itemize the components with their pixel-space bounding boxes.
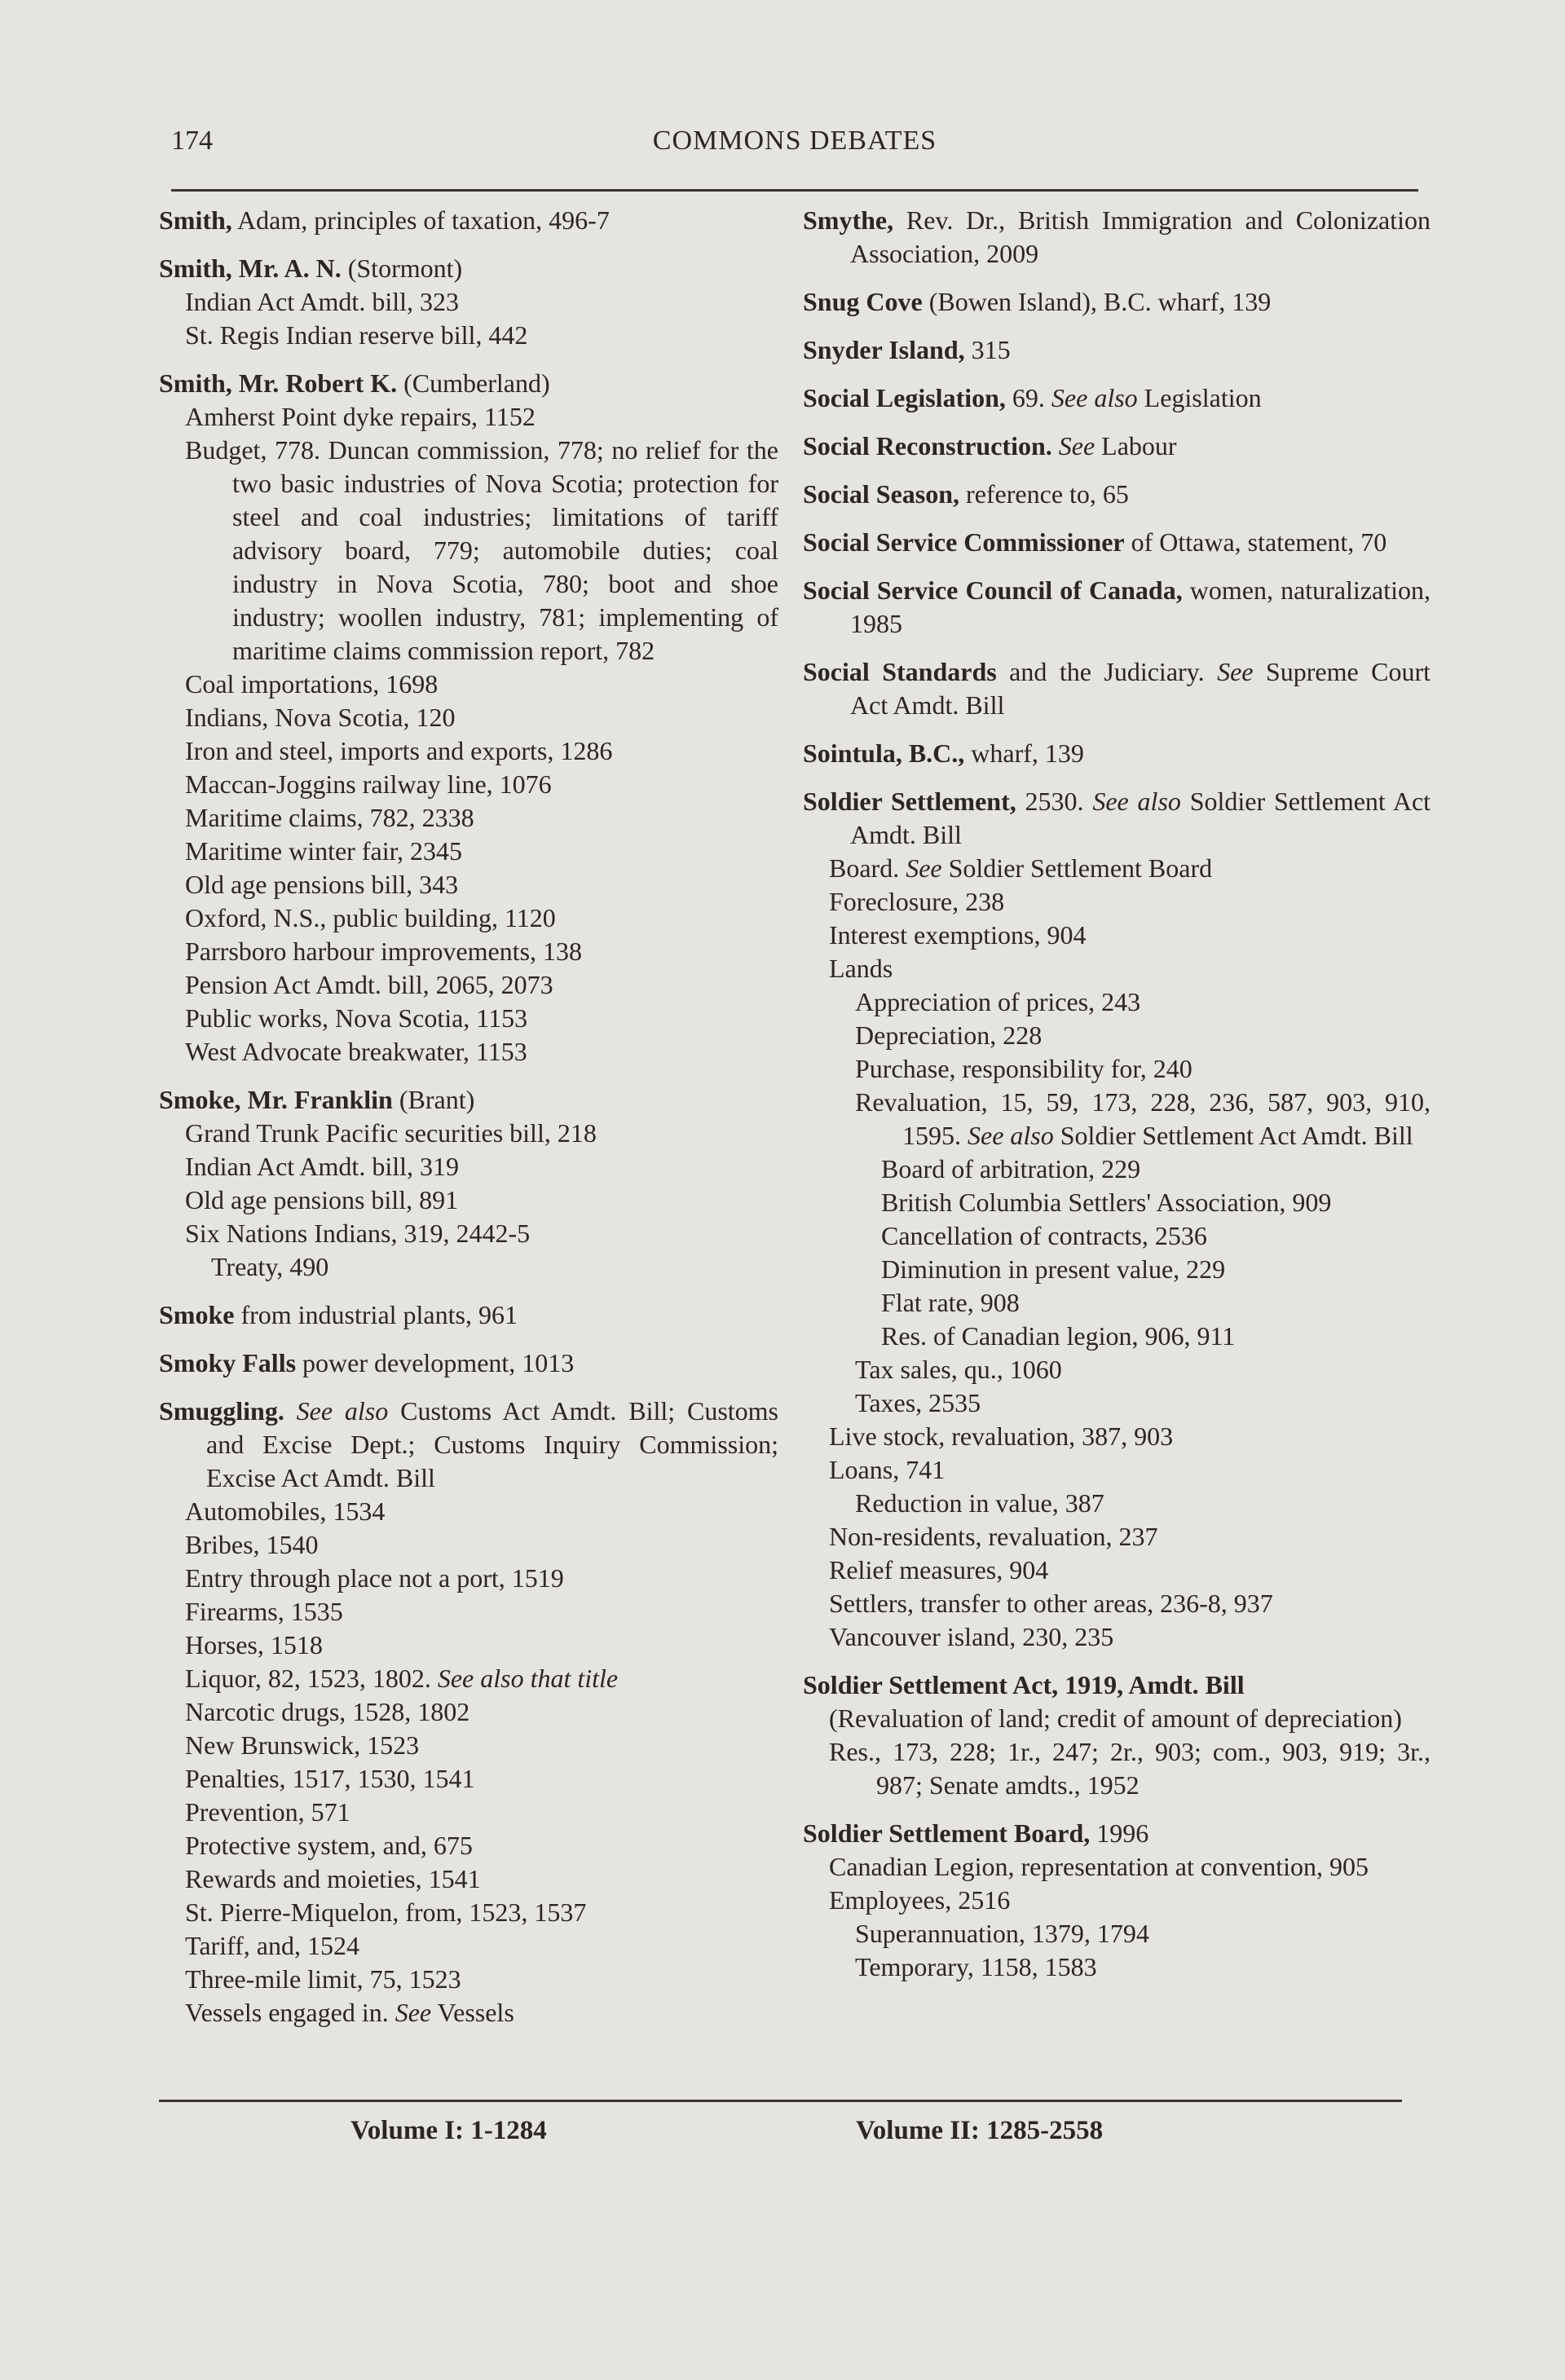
entry-subline [803, 919, 1431, 952]
right-column [803, 204, 1431, 1984]
entry-text: Three-mile limit, 75, 1523 [185, 1964, 461, 1994]
entry-heading-line [803, 478, 1431, 511]
entry-heading-line [803, 574, 1431, 641]
entry-subline [159, 1662, 778, 1695]
entry-text: Loans, 741 [829, 1455, 946, 1484]
entry-text: Non-residents, revaluation, 237 [829, 1522, 1158, 1551]
entry-subline [159, 868, 778, 901]
entry-subline [159, 1595, 778, 1629]
entry-subline [803, 1554, 1431, 1587]
entry-heading-line [159, 1346, 778, 1380]
entry-heading-line [803, 737, 1431, 770]
entry-text: Appreciation of prices, 243 [855, 987, 1141, 1016]
entry-subline [159, 968, 778, 1002]
entry-subline [803, 1086, 1431, 1153]
entry-subline [803, 1320, 1431, 1353]
entry-text: 1996 [1090, 1818, 1149, 1848]
entry-text: (Revaluation of land; credit of amount of depreciation) [829, 1703, 1402, 1733]
cross-reference-marker: See also [1051, 383, 1138, 412]
index-entry [803, 333, 1431, 367]
footer-volume-one: Volume I: 1-1284 [350, 2116, 547, 2145]
page-number: 174 [171, 126, 213, 156]
entry-subline [159, 285, 778, 319]
entry-subline [803, 1286, 1431, 1320]
entry-subline [159, 1695, 778, 1729]
index-entry [803, 478, 1431, 511]
entry-subline [803, 1219, 1431, 1253]
index-entry [159, 252, 778, 352]
index-entry [803, 285, 1431, 319]
entry-subline [159, 935, 778, 968]
headword: Snyder Island, [803, 335, 965, 364]
entry-text: Horses, 1518 [185, 1630, 323, 1659]
entry-text: Automobiles, 1534 [185, 1496, 386, 1526]
entry-subline [159, 1796, 778, 1829]
headword: Snug Cove [803, 287, 923, 316]
entry-text: Tariff, and, 1524 [185, 1931, 359, 1960]
entry-subline [803, 1917, 1431, 1950]
entry-subline [803, 1587, 1431, 1620]
entry-text: Reduction in value, 387 [855, 1488, 1104, 1518]
entry-text: St. Regis Indian reserve bill, 442 [185, 320, 528, 350]
entry-text: Firearms, 1535 [185, 1597, 343, 1626]
entry-text: power development, 1013 [296, 1348, 575, 1377]
entry-text: Grand Trunk Pacific securities bill, 218 [185, 1118, 597, 1148]
headword: Soldier Settlement, [803, 787, 1016, 816]
entry-subline [159, 1183, 778, 1217]
headword: Social Service Commissioner [803, 527, 1125, 557]
entry-text: Indians, Nova Scotia, 120 [185, 703, 456, 732]
entry-text: Adam, principles of taxation, 496-7 [231, 205, 610, 235]
entry-text: Penalties, 1517, 1530, 1541 [185, 1764, 475, 1793]
entry-subline [159, 1250, 778, 1284]
entry-heading-line [159, 204, 778, 237]
entry-text: Bribes, 1540 [185, 1530, 319, 1559]
headword: Social Standards [803, 657, 997, 686]
index-entry [803, 526, 1431, 559]
entry-heading-line [159, 1395, 778, 1495]
entry-subline [159, 400, 778, 434]
entry-text: Employees, 2516 [829, 1885, 1011, 1915]
entry-text: New Brunswick, 1523 [185, 1730, 420, 1760]
entry-subline [803, 1153, 1431, 1186]
headword: Smith, Mr. A. N. [159, 253, 342, 283]
entry-subline [159, 434, 778, 668]
entry-text: British Columbia Settlers' Association, 909 [881, 1188, 1332, 1217]
entry-subline [803, 952, 1431, 985]
entry-subline [159, 1963, 778, 1996]
entry-text [284, 1396, 297, 1426]
entry-text: Indian Act Amdt. bill, 319 [185, 1152, 459, 1181]
entry-text: (Cumberland) [397, 368, 550, 398]
entry-subline [803, 885, 1431, 919]
entry-text: from industrial plants, 961 [234, 1300, 518, 1329]
entry-text: St. Pierre-Miquelon, from, 1523, 1537 [185, 1897, 587, 1927]
index-entry [803, 785, 1431, 1654]
entry-text: Narcotic drugs, 1528, 1802 [185, 1697, 470, 1726]
headword: Social Reconstruction. [803, 431, 1052, 461]
entry-subline [159, 1035, 778, 1069]
cross-reference-marker: See also [296, 1396, 389, 1426]
entry-subline [159, 1117, 778, 1150]
entry-subline [159, 901, 778, 935]
entry-text: Coal importations, 1698 [185, 669, 439, 699]
headword: Smith, [159, 205, 232, 235]
headword: Soldier Settlement Act, 1919, Amdt. Bill [803, 1670, 1245, 1699]
entry-text: Superannuation, 1379, 1794 [855, 1919, 1149, 1948]
entry-text: Iron and steel, imports and exports, 1286 [185, 736, 613, 765]
entry-text: 2530. [1016, 787, 1093, 816]
index-entry [159, 367, 778, 1069]
entry-text: Interest exemptions, 904 [829, 920, 1087, 950]
index-entry [159, 1083, 778, 1284]
entry-text: Maritime winter fair, 2345 [185, 836, 462, 866]
entry-subline [159, 734, 778, 768]
entry-text: Purchase, responsibility for, 240 [855, 1054, 1192, 1083]
entry-subline [803, 1453, 1431, 1487]
entry-text: and the Judiciary. [996, 657, 1218, 686]
entry-subline [159, 668, 778, 701]
entry-subline [803, 1353, 1431, 1386]
index-entry [803, 381, 1431, 415]
entry-subline [159, 1996, 778, 2030]
entry-text: Protective system, and, 675 [185, 1831, 473, 1860]
entry-text: West Advocate breakwater, 1153 [185, 1037, 527, 1066]
entry-text: Vancouver island, 230, 235 [829, 1622, 1114, 1651]
entry-text: Supreme Court Act Amdt. Bill [850, 657, 1431, 720]
entry-subline [159, 801, 778, 835]
entry-text: Settlers, transfer to other areas, 236-8, 937 [829, 1589, 1273, 1618]
entry-text: Entry through place not a port, 1519 [185, 1563, 564, 1593]
entry-subline [159, 1150, 778, 1183]
entry-subline [803, 1950, 1431, 1984]
headword: Smith, Mr. Robert K. [159, 368, 398, 398]
entry-text: Soldier Settlement Act Amdt. Bill [1053, 1121, 1413, 1150]
entry-subline [803, 1620, 1431, 1654]
entry-text: Customs Act Amdt. Bill; Customs and Excise Dept.; Customs Inquiry Commission; Excise Act Amdt. Bill [206, 1396, 779, 1492]
cross-reference-marker: See also that title [437, 1664, 619, 1693]
headword: Soldier Settlement Board, [803, 1818, 1091, 1848]
entry-text: Vessels [431, 1998, 514, 2027]
entry-text [1052, 431, 1059, 461]
entry-heading-line [803, 1668, 1431, 1702]
entry-text: Relief measures, 904 [829, 1555, 1049, 1584]
cross-reference-marker: See also [968, 1121, 1054, 1150]
entry-text: Lands [829, 954, 893, 983]
cross-reference-marker: See [395, 1998, 432, 2027]
entry-text: Res., 173, 228; 1r., 247; 2r., 903; com., 903, 919; 3r., 987; Senate amdts., 1952 [829, 1737, 1431, 1800]
entry-subline [159, 1762, 778, 1796]
running-title: COMMONS DEBATES [652, 126, 937, 156]
entry-subline [803, 1186, 1431, 1219]
entry-text: (Bowen Island), B.C. wharf, 139 [922, 287, 1272, 316]
entry-text: Diminution in present value, 229 [881, 1254, 1226, 1284]
entry-heading-line [803, 333, 1431, 367]
entry-subline [803, 1735, 1431, 1802]
index-entry [159, 204, 778, 237]
entry-heading-line [803, 381, 1431, 415]
entry-subline [159, 1729, 778, 1762]
entry-text: Amherst Point dyke repairs, 1152 [185, 402, 536, 431]
headword: Social Service Council of Canada, [803, 575, 1183, 605]
index-entry [803, 204, 1431, 271]
entry-text: (Brant) [392, 1085, 475, 1114]
header-rule [171, 189, 1418, 192]
headword: Smoke [159, 1300, 235, 1329]
entry-text: Foreclosure, 238 [829, 887, 1005, 916]
index-entry [803, 737, 1431, 770]
headword: Smoky Falls [159, 1348, 297, 1377]
entry-heading-line [803, 285, 1431, 319]
entry-subline [803, 1420, 1431, 1453]
entry-heading-line [803, 204, 1431, 271]
headword: Sointula, B.C., [803, 738, 965, 768]
cross-reference-marker: See [1058, 431, 1096, 461]
footer-rule [159, 2100, 1402, 2102]
entry-text: Treaty, 490 [211, 1252, 329, 1281]
entry-text: Cancellation of contracts, 2536 [881, 1221, 1207, 1250]
entry-subline [803, 1253, 1431, 1286]
entry-text: of Ottawa, statement, 70 [1124, 527, 1387, 557]
entry-subline [803, 1052, 1431, 1086]
cross-reference-marker: See also [1092, 787, 1181, 816]
entry-text: Rev. Dr., British Immigration and Colonization Association, 2009 [850, 205, 1431, 268]
entry-text: Soldier Settlement Act Amdt. Bill [850, 787, 1431, 849]
index-entry [803, 574, 1431, 641]
headword: Social Legislation, [803, 383, 1006, 412]
entry-text: Pension Act Amdt. bill, 2065, 2073 [185, 970, 553, 999]
entry-text: Labour [1095, 431, 1177, 461]
entry-text: Board. [829, 853, 906, 883]
entry-text: Depreciation, 228 [855, 1020, 1043, 1050]
entry-text: Public works, Nova Scotia, 1153 [185, 1003, 528, 1033]
index-entry [159, 1395, 778, 2030]
entry-text: Flat rate, 908 [881, 1288, 1020, 1317]
entry-subline [159, 768, 778, 801]
index-entry [159, 1346, 778, 1380]
entry-heading-line [159, 1083, 778, 1117]
entry-heading-line [803, 1817, 1431, 1850]
entry-subline [803, 1884, 1431, 1917]
entry-subline [159, 319, 778, 352]
entry-text: Indian Act Amdt. bill, 323 [185, 287, 459, 316]
entry-text: women, naturalization, 1985 [850, 575, 1431, 638]
entry-heading-line [159, 252, 778, 285]
entry-text: Prevention, 571 [185, 1797, 350, 1827]
entry-subline [803, 1520, 1431, 1554]
entry-text: Canadian Legion, representation at convention, 905 [829, 1852, 1369, 1881]
headword: Smuggling. [159, 1396, 284, 1426]
entry-text: 69. [1005, 383, 1051, 412]
cross-reference-marker: See [906, 853, 942, 883]
entry-subline [159, 1002, 778, 1035]
entry-text: wharf, 139 [964, 738, 1084, 768]
entry-subline [803, 1386, 1431, 1420]
footer-volume-two: Volume II: 1285-2558 [856, 2116, 1104, 2145]
entry-text: Liquor, 82, 1523, 1802. [185, 1664, 438, 1693]
entry-text: Maritime claims, 782, 2338 [185, 803, 474, 832]
entry-text: Revaluation, 15, 59, 173, 228, 236, 587, 903, 910, 1595. [855, 1087, 1431, 1150]
index-entry [803, 1668, 1431, 1802]
index-entry [803, 430, 1431, 463]
entry-text: Budget, 778. Duncan commission, 778; no relief for the two basic industries of Nova Scotia; protection for steel and coal industries; limitations of tariff advisory board, 779; automobile duties; coal industry in Nova Scotia, 780; boot and shoe industry; woollen industry, 781; implementing of maritime claims commission report, 782 [185, 435, 778, 665]
entry-heading-line [159, 1298, 778, 1332]
entry-text: Parrsboro harbour improvements, 138 [185, 937, 583, 966]
entry-text: Six Nations Indians, 319, 2442-5 [185, 1219, 531, 1248]
entry-subline [159, 1562, 778, 1595]
entry-text: Temporary, 1158, 1583 [855, 1952, 1097, 1981]
headword: Smoke, Mr. Franklin [159, 1085, 393, 1114]
entry-text: 315 [964, 335, 1011, 364]
entry-subline [159, 1929, 778, 1963]
entry-text: Oxford, N.S., public building, 1120 [185, 903, 556, 932]
cross-reference-marker: See [1217, 657, 1254, 686]
left-column [159, 204, 778, 2030]
entry-text: Board of arbitration, 229 [881, 1154, 1141, 1183]
entry-subline [159, 1629, 778, 1662]
entry-subline [159, 1829, 778, 1862]
entry-text: Old age pensions bill, 891 [185, 1185, 459, 1214]
entry-text: Soldier Settlement Board [941, 853, 1213, 883]
entry-subline [159, 1495, 778, 1528]
entry-subline [159, 1896, 778, 1929]
entry-subline [803, 1019, 1431, 1052]
entry-subline [803, 852, 1431, 885]
entry-text: reference to, 65 [959, 479, 1129, 509]
index-entry [803, 1817, 1431, 1984]
index-entry [803, 655, 1431, 722]
headword: Social Season, [803, 479, 960, 509]
entry-text: Rewards and moieties, 1541 [185, 1864, 481, 1893]
headword: Smythe, [803, 205, 894, 235]
entry-text: Res. of Canadian legion, 906, 911 [881, 1321, 1236, 1351]
page-header [171, 122, 1418, 171]
entry-text: (Stormont) [341, 253, 463, 283]
entry-subline [159, 701, 778, 734]
entry-text: Legislation [1137, 383, 1262, 412]
entry-subline [803, 1850, 1431, 1884]
entry-text: Vessels engaged in. [185, 1998, 395, 2027]
entry-text: Tax sales, qu., 1060 [855, 1355, 1062, 1384]
entry-subline [159, 835, 778, 868]
entry-heading-line [803, 785, 1431, 852]
entry-heading-line [803, 430, 1431, 463]
entry-text: Old age pensions bill, 343 [185, 870, 459, 899]
index-entry [159, 1298, 778, 1332]
entry-subline [159, 1862, 778, 1896]
entry-heading-line [803, 655, 1431, 722]
entry-heading-line [159, 367, 778, 400]
entry-subline [803, 1487, 1431, 1520]
entry-subline [159, 1528, 778, 1562]
entry-heading-line [803, 526, 1431, 559]
entry-subline [803, 985, 1431, 1019]
entry-text: Taxes, 2535 [855, 1388, 981, 1417]
entry-subline [803, 1702, 1431, 1735]
entry-text: Live stock, revaluation, 387, 903 [829, 1421, 1174, 1451]
entry-text: Maccan-Joggins railway line, 1076 [185, 769, 552, 799]
entry-subline [159, 1217, 778, 1250]
